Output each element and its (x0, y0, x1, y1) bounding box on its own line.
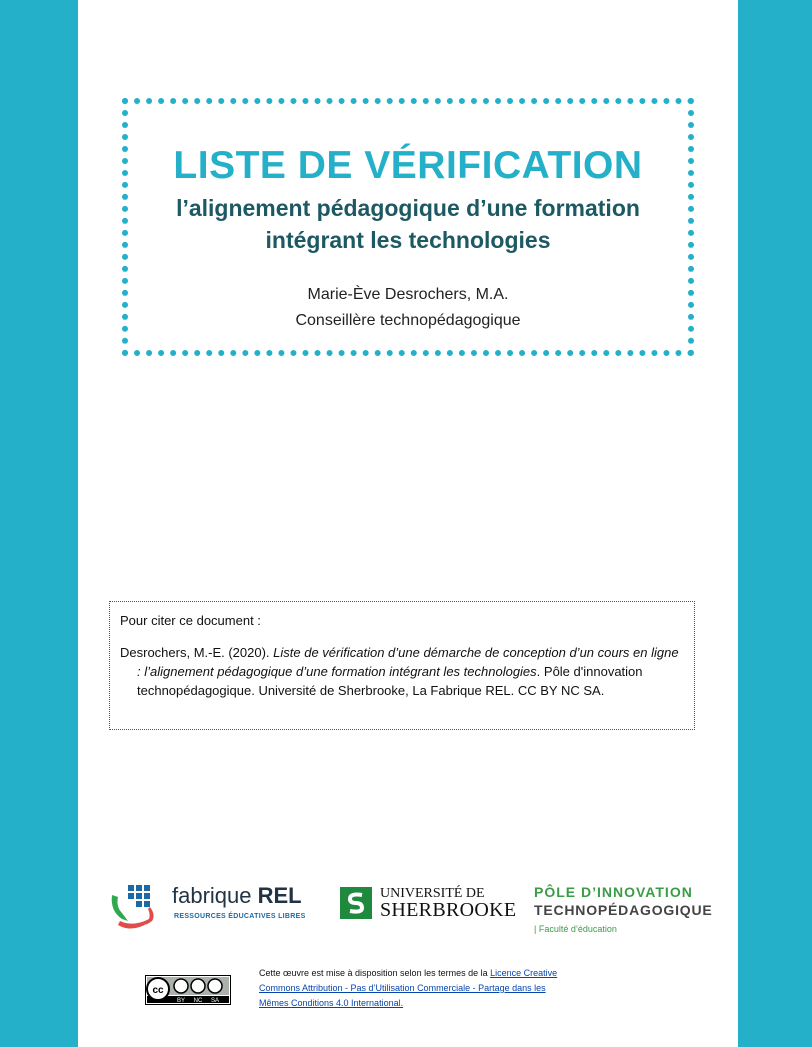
citation-tail: . Pôle d'innovation technopédagogique. Université de Sherbrooke, La Fabrique REL. CC BY NC SA. (137, 664, 643, 698)
author-block (128, 282, 688, 334)
license-notice (259, 966, 559, 1011)
pole-line-3: | Faculté d’éducation (534, 924, 617, 934)
title-frame (122, 98, 694, 356)
license-link[interactable]: Licence Creative Commons Attribution - Pas d’Utilisation Commerciale - Partage dans les Mêmes Conditions 4.0 International. (259, 968, 558, 1008)
sherbrooke-emblem-icon (340, 887, 372, 919)
document-subtitle (128, 192, 688, 256)
pole-line-2: TECHNOPÉDAGOGIQUE (534, 902, 713, 918)
pole-line-1: PÔLE D’INNOVATION (534, 884, 693, 900)
license-prefix: Cette œuvre est mise à disposition selon les termes de la (259, 968, 491, 978)
document-title: LISTE DE VÉRIFICATION (173, 144, 643, 187)
fabrique-tagline: RESSOURCES ÉDUCATIVES LIBRES (174, 913, 306, 920)
fabrique-word-bold: REL (257, 883, 302, 908)
cc-license-badge-icon (145, 975, 231, 1005)
citation-text (120, 643, 684, 700)
citation-title: Liste de vérification d’une démarche de conception d’un cours en ligne : l’alignement pédagogique d’une formation intégrant les technologies (137, 645, 679, 679)
udes-line-1: UNIVERSITÉ DE (380, 886, 485, 901)
subtitle-line-2: intégrant les technologies (265, 227, 551, 253)
cc-label-by: BY (176, 998, 186, 1004)
right-accent-band (738, 0, 812, 1047)
citation-box (109, 601, 695, 730)
fabrique-wordmark (172, 883, 302, 909)
cc-label-nc: NC (193, 998, 203, 1004)
author-role: Conseillère technopédagogique (295, 312, 521, 329)
fabrique-word: fabrique (172, 883, 258, 908)
fabrique-rel-logo (108, 881, 308, 931)
citation-lead: Desrochers, M.-E. (2020). (120, 645, 274, 660)
fabrique-rel-emblem-icon (108, 881, 162, 931)
universite-sherbrooke-logo (340, 886, 520, 922)
citation-heading: Pour citer ce document : (120, 613, 261, 628)
subtitle-line-1: l’alignement pédagogique d’une formation (176, 195, 640, 221)
cc-label-sa: SA (210, 998, 220, 1004)
pole-innovation-logo (534, 884, 734, 940)
left-accent-band (0, 0, 78, 1047)
author-name: Marie-Ève Desrochers, M.A. (307, 286, 509, 303)
udes-line-2: SHERBROOKE (380, 899, 517, 921)
svg-text:cc: cc (152, 985, 164, 996)
